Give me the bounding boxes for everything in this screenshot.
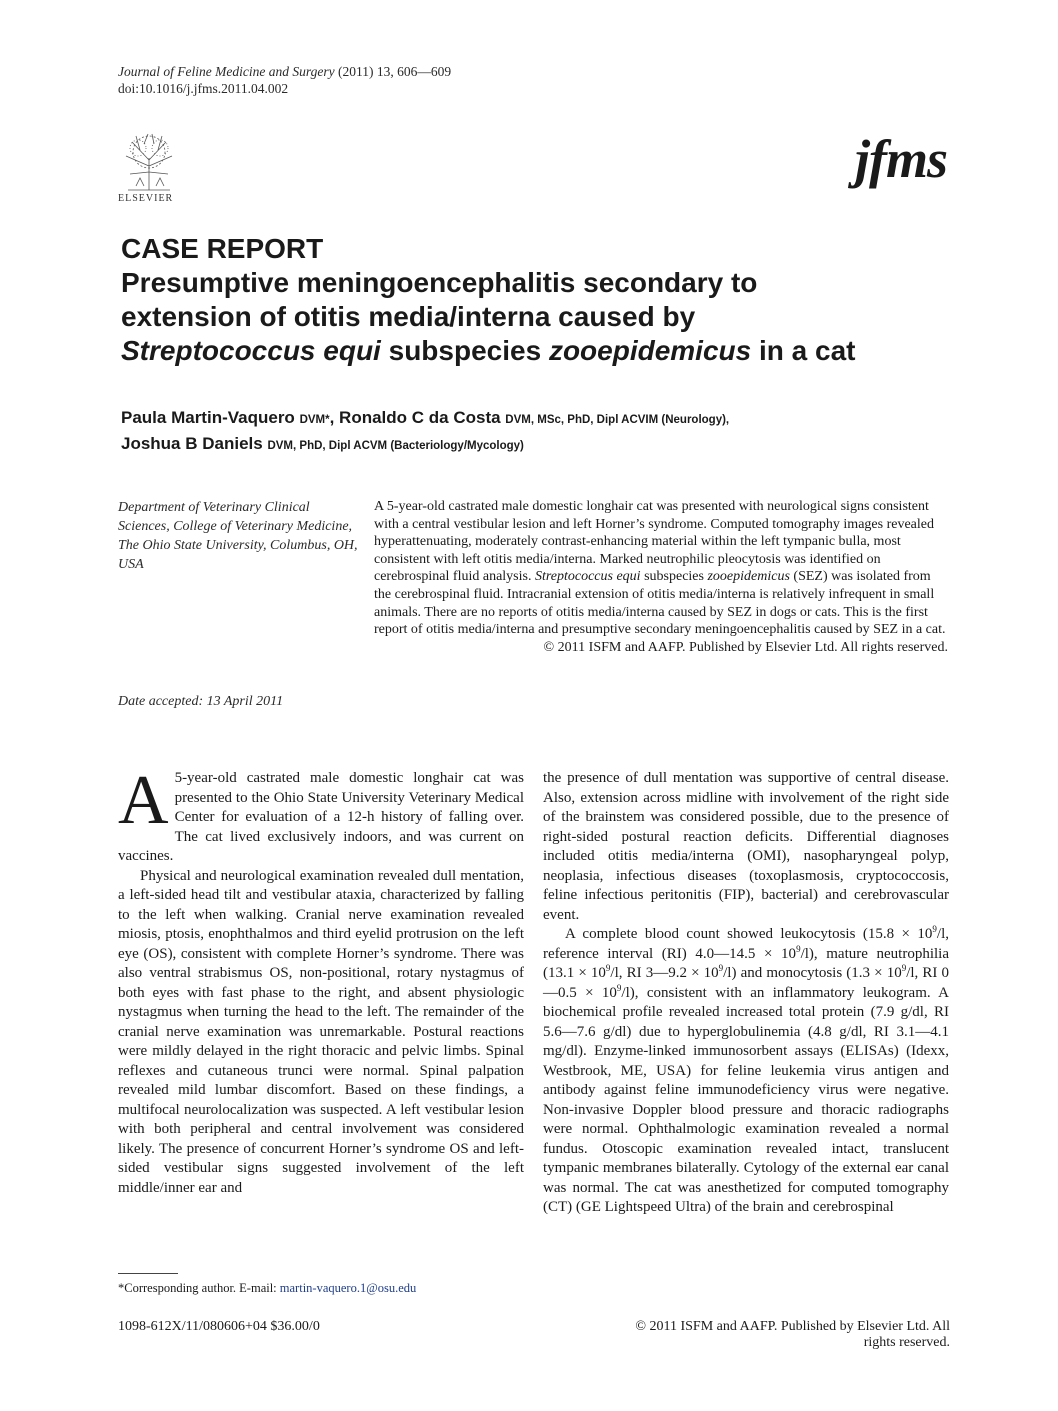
title-subspecies: zooepidemicus [548, 335, 752, 366]
paragraph-text: /l) and monocytosis (1.3 × 10 [723, 965, 902, 981]
author-degrees: DVM* [299, 414, 330, 426]
section-label: CASE REPORT [121, 233, 324, 264]
title-species: Streptococcus equi [121, 335, 381, 366]
superscript: 9 [718, 963, 724, 973]
body-paragraph: Physical and neurological examination revealed dull mentation, a left-sided head tilt and vestibular ataxia, characterized by falling to the left when walking. Cranial nerve examination revealed miosis, ptosis, enophthalmos and third eyelid protrusion on the left eye (OS), consistent with complete Horner’s syndrome. There was also ventral strabismus OS, non-positional, rotary nystagmus of both eyes with fast phase to the right, and absent physiologic nystagmus when turning the head to the left. The remainder of the cranial nerve examination was unremarkable. Postural reactions were mildly delayed in the right thoracic and pelvic limbs. Spinal reflexes and cutaneous trunci were normal. Spinal palpation revealed mild lumbar discomfort. Based on these findings, a multifocal neurolocalization was suspected. A left vestibular lesion with both peripheral and central involvement was considered likely. The presence of concurrent Horner’s syndrome OS and left-sided vestibular signs suggested involvement of the left middle/inner ear and [118, 867, 524, 1196]
drop-cap: A [118, 762, 169, 839]
corresponding-author-note [118, 1281, 416, 1296]
author-name: Joshua B Daniels [121, 434, 263, 453]
affiliation: Department of Veterinary Clinical Sciences, College of Veterinary Medicine, The Ohio State University, Columbus, OH, USA [118, 500, 358, 572]
abstract-part: subspecies [640, 569, 708, 585]
body-paragraph [118, 762, 524, 867]
paragraph-text: /l, RI 3—9.2 × 10 [610, 965, 719, 981]
journal-name: Journal of Feline Medicine and Surgery [118, 64, 335, 79]
jfms-logo: jfms [855, 129, 948, 189]
author-separator: , [329, 408, 340, 427]
superscript: 9 [605, 963, 611, 973]
paragraph-text: /l), mature neutrophilia (13.1 × 10 [543, 945, 949, 981]
body-column-left [118, 762, 524, 1198]
superscript: 9 [616, 982, 622, 993]
author-name: Ronaldo C da Costa [339, 408, 501, 427]
journal-citation [118, 63, 451, 97]
abstract-text [374, 498, 948, 639]
author-list [121, 406, 951, 458]
title-end: in a cat [751, 335, 856, 366]
abstract-part: A 5-year-old castrated male domestic longhair cat was presented with neurological signs consistent with a central vestibular lesion and left Horner’s syndrome. Computed tomography images revealed hyperattenuating, moderately contrast-enhancing material within the left tympanic bulla, most consistent with left otitis media/interna. Marked neutrophilic pleocytosis was identified on cerebrospinal fluid analysis. [374, 499, 934, 585]
title-mid: subspecies [380, 335, 549, 366]
footnote-rule [118, 1273, 178, 1274]
superscript: 9 [932, 924, 937, 934]
paragraph-text: /l, RI 0—0.5 × 10 [543, 965, 949, 1001]
issn-price: 1098-612X/11/080606+04 $36.00/0 [118, 1319, 320, 1334]
abstract-italic: Streptococcus equi [534, 569, 641, 585]
title-line-1: Presumptive meningoencephalitis secondary to [121, 267, 758, 298]
article-title-block [121, 232, 951, 368]
abstract-italic: zooepidemicus [707, 569, 790, 585]
paragraph-text: /l), consistent with an inflammatory leukogram. A biochemical profile revealed increased total protein (7.9 g/dl, RI 5.6—7.6 g/dl) due to hyperglobulinemia (4.8 g/dl, RI 3.1—4.1 mg/dl). Enzyme-linked immunosorbent assays (ELISAs) (Idexx, Westbrook, ME, USA) for feline leukemia virus antigen and antibody against feline immunodeficiency virus were negative. Non-invasive Doppler blood pressure and thoracic radiographs were normal. Ophthalmologic examination revealed a normal fundus. Otoscopic examination revealed intact, translucent tympanic membranes bilaterally. Cytology of the external ear canal was normal. The cat was anesthetized for computed tomography (CT) (GE Lightspeed Ultra) of the brain and cerebrospinal [543, 984, 949, 1215]
paragraph-text: A complete blood count showed leukocytosis (15.8 × 10 [565, 926, 933, 942]
author-name: Paula Martin-Vaquero [121, 408, 295, 427]
footnote-text: *Corresponding author. E-mail: [118, 1281, 280, 1295]
journal-volume: (2011) 13, 606—609 [337, 64, 452, 79]
email-link[interactable]: martin-vaquero.1@osu.edu [279, 1281, 417, 1295]
date-accepted: Date accepted: 13 April 2011 [118, 694, 284, 709]
body-paragraph [543, 925, 949, 1218]
elsevier-wordmark: ELSEVIER [118, 193, 174, 204]
body-column-right [543, 769, 949, 1218]
title-line-2: extension of otitis media/interna caused by [121, 301, 696, 332]
footer-copyright: © 2011 ISFM and AAFP. Published by Elsevier Ltd. All rights reserved. [635, 1319, 950, 1350]
abstract-copyright: © 2011 ISFM and AAFP. Published by Elsevier Ltd. All rights reserved. [543, 639, 948, 655]
abstract-part: (SEZ) was isolated from the cerebrospinal fluid. Intracranial extension of otitis media/interna is relatively infrequent in small animals. There are no reports of otitis media/interna caused by SEZ in dogs or cats. This is the first report of otitis media/interna and presumptive secondary meningoencephalitis caused by SEZ in a cat. [374, 569, 946, 638]
paragraph-text: /l, reference interval (RI) 4.0—14.5 × 10 [543, 926, 949, 962]
doi[interactable]: doi:10.1016/j.jfms.2011.04.002 [118, 81, 289, 96]
author-degrees: DVM, MSc, PhD, Dipl ACVIM (Neurology), [505, 414, 730, 426]
superscript: 9 [796, 943, 801, 954]
article-title [121, 266, 951, 368]
abstract [374, 498, 948, 656]
title-line-3 [121, 334, 951, 368]
superscript: 9 [901, 963, 907, 973]
body-paragraph: the presence of dull mentation was supportive of central disease. Also, extension across midline with involvement of the right side of the brainstem was considered possible, due to the presence of right-sided postural reaction deficits. Differential diagnoses included otitis media/interna (OMI), nasopharyngeal polyp, neoplasia, infectious diseases (toxoplasmosis, cryptococcosis, feline infectious peritonitis (FIP), bacterial) and cerebrovascular event. [543, 770, 949, 923]
author-degrees: DVM, PhD, Dipl ACVM (Bacteriology/Mycology) [267, 440, 524, 452]
paragraph-text: 5-year-old castrated male domestic longhair cat was presented to the Ohio State University Veterinary Medical Center for evaluation of a 12-h history of falling over. The cat lived exclusively indoors, and was current on vaccines. [118, 770, 524, 864]
